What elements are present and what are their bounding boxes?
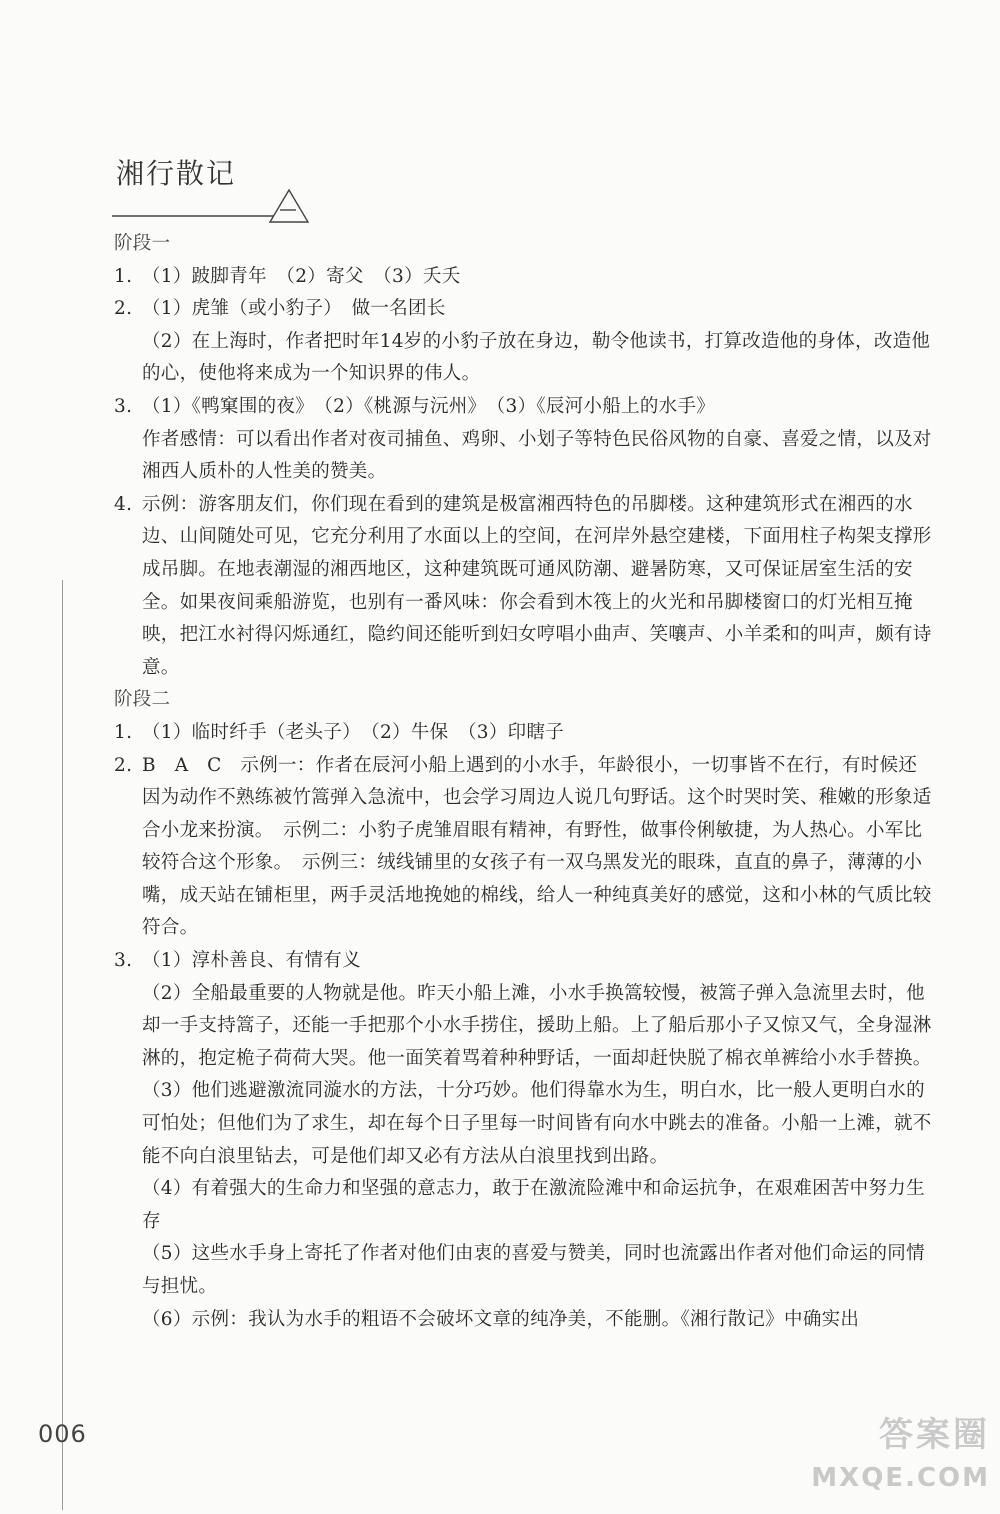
item-number: 4.	[114, 493, 133, 515]
item-text: B A C 示例一：作者在辰河小船上遇到的小水手，年龄很小，一切事皆不在行，有时候还因为动作不熟练被竹篙弹入急流中，也会学习周边人说几句野话。这个时哭时笑、稚嫩的形象适合小龙来扮演。 示例二：小豹子虎雏眉眼有精神，有野性，做事伶俐敏捷，为人热心。小军比较符合这个形象。 示例三：绒线铺里的女孩子有一双乌黑发光的眼珠，直直的鼻子，薄薄的小嘴，成天站在铺柜里，两手灵活地挽她的棉线，给人一种纯真美好的感觉，这和小林的气质比较符合。	[142, 754, 932, 939]
answer-item	[114, 750, 934, 946]
item-text: （1）临时纤手（老头子） （2）牛保 （3）印瞎子	[142, 721, 565, 743]
item-text: （1）虎雏（或小豹子） 做一名团长	[142, 298, 446, 320]
answer-item	[114, 261, 934, 294]
item-number: 1.	[114, 265, 133, 287]
page-number: 006	[38, 1420, 87, 1448]
item-number: 3.	[114, 950, 133, 972]
stage-heading: 阶段二	[114, 689, 171, 711]
title-underline-triangle-icon	[112, 186, 312, 226]
watermark-logo: 答案圈 MXQE.COM	[811, 1415, 990, 1493]
answer-item	[114, 489, 934, 685]
answer-item	[114, 391, 934, 424]
answer-sub-item: （6）示例：我认为水手的粗语不会破坏文章的纯净美，不能删。《湘行散记》中确实出	[142, 1308, 860, 1330]
answer-sub-item: 作者感情：可以看出作者对夜司捕鱼、鸡卵、小划子等特色民俗风物的自豪、喜爱之情，以及对湘西人质朴的人性美的赞美。	[142, 428, 932, 483]
item-text: （1）跛脚青年 （2）寄父 （3）夭夭	[142, 265, 461, 287]
item-number: 1.	[114, 721, 133, 743]
item-number: 2.	[114, 298, 133, 320]
section-title: 湘行散记	[116, 157, 237, 190]
answer-sub-item: （2）全船最重要的人物就是他。昨天小船上滩，小水手换篙较慢，被篙子弹入急流里去时，他却一手支持篙子，还能一手把那个小水手捞住，援助上船。上了船后那小子又惊又气，全身湿淋淋的，抱定桅子荷荷大哭。他一面笑着骂着种种野话，一面却赶快脱了棉衣单裤给小水手替换。	[142, 982, 932, 1069]
answer-item	[114, 945, 934, 978]
stage-heading: 阶段一	[114, 233, 171, 254]
item-text: 示例：游客朋友们，你们现在看到的建筑是极富湘西特色的吊脚楼。这种建筑形式在湘西的水边、山间随处可见，它充分利用了水面以上的空间，在河岸外悬空建楼，下面用柱子构架支撑形成吊脚。在地表潮湿的湘西地区，这种建筑既可通风防潮、避暑防寒，又可保证居室生活的安全。如果夜间乘船游览，也别有一番风味：你会看到木筏上的火光和吊脚楼窗口的灯光相互掩映，把江水衬得闪烁通红，隐约间还能听到妇女哼唱小曲声、笑嚷声、小羊柔和的叫声，颇有诗意。	[142, 493, 932, 678]
answer-content	[114, 228, 934, 1336]
answer-item	[114, 293, 934, 326]
answer-item	[114, 717, 934, 750]
item-text: （1）《鸭窠围的夜》 （2）《桃源与沅州》 （3）《辰河小船上的水手》	[142, 395, 716, 417]
answer-sub-item: （4）有着强大的生命力和坚强的意志力，敢于在激流险滩中和命运抗争，在艰难困苦中努力生存	[142, 1178, 925, 1232]
answer-sub-item: （3）他们逃避激流同漩水的方法，十分巧妙。他们得靠水为生，明白水，比一般人更明白水的可怕处；但他们为了求生，却在每个日子里每一时间皆有向水中跳去的准备。小船一上滩，就不能不向白浪里钻去，可是他们却又必有方法从白浪里找到出路。	[142, 1080, 932, 1167]
answer-sub-item: （5）这些水手身上寄托了作者对他们由衷的喜爱与赞美，同时也流露出作者对他们命运的同情与担忧。	[142, 1243, 925, 1297]
answer-sub-item: （2）在上海时，作者把时年14岁的小豹子放在身边，勒令他读书，打算改造他的身体，改造他的心，使他将来成为一个知识界的伟人。	[142, 330, 931, 385]
item-number: 2.	[114, 754, 133, 776]
item-number: 3.	[114, 395, 133, 417]
item-text: （1）淳朴善良、有情有义	[142, 950, 361, 972]
margin-rule	[62, 580, 63, 1510]
